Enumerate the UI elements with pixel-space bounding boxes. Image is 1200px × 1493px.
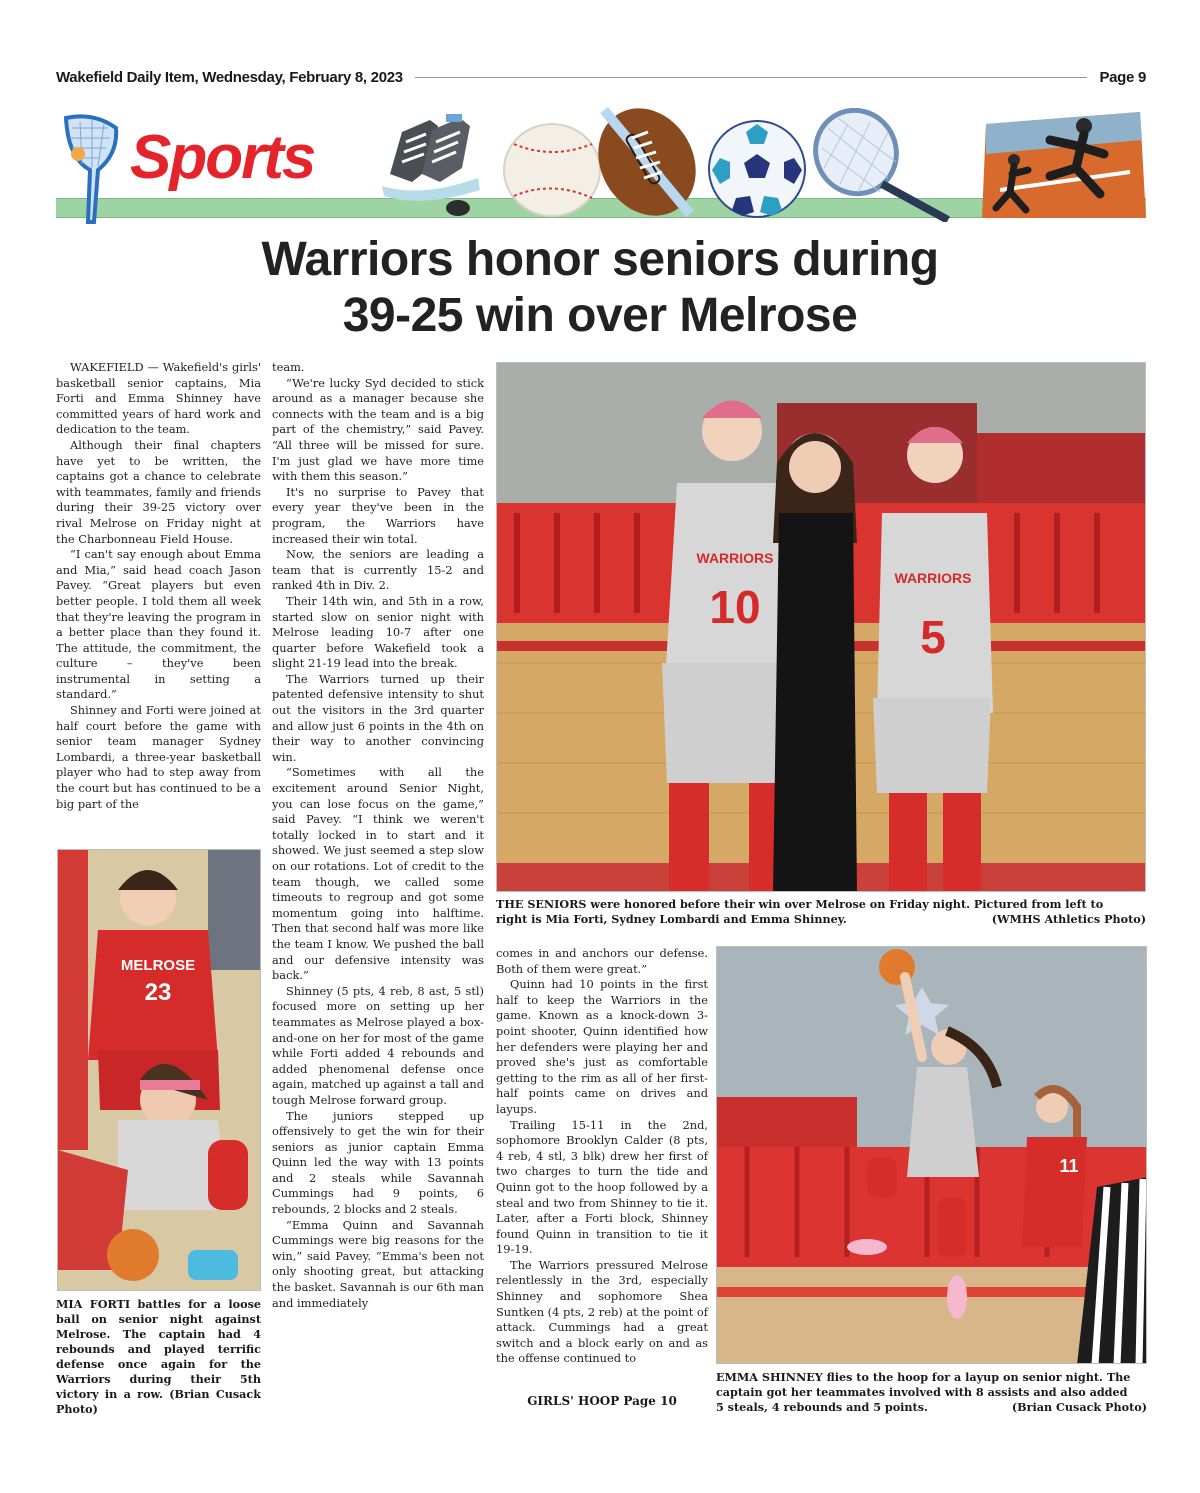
shinney-caption bbox=[716, 1370, 1147, 1415]
paragraph: “Sometimes with all the excitement around Senior Night, you can lose focus on the game,” said Pavey. “I think we weren't totally locked in to start and it showed. We just seemed a step slow on our rotations. Lot of credit to the team though, we called some timeouts to regroup and got some momentum going into halftime. Then that second half was more like the team I know. We pushed the ball and our defensive intensity was back.” bbox=[272, 765, 484, 983]
forti-caption: MIA FORTI battles for a loose ball on senior night against Melrose. The captain had 4 rebounds and played terrific defense once again for the Warriors during their 5th victory in a row. (Brian Cusack Photo) bbox=[56, 1297, 261, 1416]
shinney-caption-line-3: 5 steals, 4 rebounds and 5 points. bbox=[716, 1400, 928, 1414]
paragraph: “We're lucky Syd decided to stick around as a manager because she connects with the team and is a big part of the chemistry,” said Pavey. “All three will be missed for sure. I'm just glad we have more time with them this season.” bbox=[272, 375, 484, 484]
paragraph: Although their final chapters have yet to be written, the captains got a chance to celebrate with teammates, family and friends during their 39-25 victory over rival Melrose on Friday night at the Charbonneau Field House. bbox=[56, 437, 261, 546]
shinney-caption-line-2: captain got her teammates involved with 8 assists and also added bbox=[716, 1385, 1128, 1399]
paragraph: The juniors stepped up offensively to get the win for their seniors as junior captain Emma Quinn led the way with 13 points and 2 steals while Savannah Cummings had 9 points, 6 rebounds, 2 blocks and 2 steals. bbox=[272, 1108, 484, 1217]
jump-line[interactable]: GIRLS' HOOP Page 10 bbox=[527, 1394, 677, 1408]
paragraph: Their 14th win, and 5th in a row, started slow on senior night with Melrose leading 10-7 after one quarter before Wakefield took a slight 21-19 lead into the break. bbox=[272, 593, 484, 671]
section-title: Sports bbox=[130, 123, 315, 192]
paragraph: team. bbox=[272, 360, 305, 374]
paragraph: It's no surprise to Pavey that every year they've been in the program, the Warriors have increased their win total. bbox=[272, 484, 484, 546]
ice-skates-icon bbox=[382, 112, 492, 222]
forti-photo bbox=[57, 849, 261, 1291]
folio-rule bbox=[415, 77, 1088, 78]
seniors-caption bbox=[496, 897, 1146, 927]
page-number: Page 9 bbox=[1099, 68, 1146, 86]
paragraph: “I can't say enough about Emma and Mia,” said head coach Jason Pavey. “Great players but even better people. I told them all week that they're leaving the program in a better place than they found it. The attitude, the commitment, the culture – they've been instrumental in setting a standard.” bbox=[56, 547, 261, 702]
paragraph: The Warriors pressured Melrose relentlessly in the 3rd, especially Shinney and sophomore Shea Suntken (4 pts, 2 reb) at the point of attack. Cummings had a great switch and a block early on and as the offense continued to bbox=[496, 1257, 708, 1366]
article-column-2 bbox=[272, 360, 484, 1311]
headline-line-1: Warriors honor seniors during bbox=[261, 233, 939, 286]
baseball-icon bbox=[502, 122, 604, 218]
soccer-ball-icon bbox=[706, 118, 808, 220]
shinney-photo bbox=[716, 946, 1147, 1364]
paragraph: Shinney (5 pts, 4 reb, 8 ast, 5 stl) focused more on setting up her teammates as Melrose played a box-and-one on her for most of the game while Forti added 4 rebounds and added phenomenal defense once again, matched up against a tall and tough Melrose forward group. bbox=[272, 983, 484, 1107]
forti-opponent-jersey-number: 23 bbox=[144, 979, 172, 1006]
paragraph: “Emma Quinn and Savannah Cummings were big reasons for the win,” said Pavey. “Emma's been not only shooting great, but attacking the basket. Savannah is our 6th man and immediately bbox=[272, 1217, 484, 1310]
sports-banner bbox=[56, 104, 1146, 222]
paragraph: The Warriors turned up their patented defensive intensity to shut out the visitors in the 3rd quarter and allow just 6 points in the 4th on their way to another convincing win. bbox=[272, 671, 484, 764]
shinney-opponent-jersey-number: 11 bbox=[1059, 1156, 1079, 1176]
lacrosse-stick-icon bbox=[58, 114, 128, 224]
paragraph: WAKEFIELD — Wakefield's girls' basketball senior captains, Mia Forti and Emma Shinney have committed years of hard work and dedication to the team. bbox=[56, 360, 261, 437]
seniors-left-jersey-number: 10 bbox=[709, 581, 761, 633]
hurdler-icon bbox=[980, 110, 1146, 220]
paragraph: Shinney and Forti were joined at half court before the game with senior team manager Sydney Lombardi, a three-year basketball player who had to step away from the court but has continued to be a big part of the bbox=[56, 703, 261, 811]
publication-date: Wakefield Daily Item, Wednesday, February 8, 2023 bbox=[56, 68, 403, 86]
shinney-caption-line-1: EMMA SHINNEY flies to the hoop for a layup on senior night. The bbox=[716, 1370, 1131, 1384]
seniors-photo bbox=[496, 362, 1146, 892]
forti-opponent-jersey-text: MELROSE bbox=[120, 957, 196, 974]
paragraph: Quinn had 10 points in the first half to keep the Warriors in the game. Known as a knock-down 3-point shooter, Quinn identified how her defenders were playing her and proved she's just as comfortable getting to the rim as all of her first-half points came on drives and layups. bbox=[496, 977, 708, 1116]
shinney-photo-credit: (Brian Cusack Photo) bbox=[1011, 1400, 1147, 1414]
seniors-left-jersey-text: WARRIORS bbox=[696, 550, 774, 566]
article-column-3 bbox=[496, 946, 708, 1367]
paragraph: Trailing 15-11 in the 2nd, sophomore Brooklyn Calder (8 pts, 4 reb, 4 stl, 3 blk) drew her first of two charges to turn the tide and Quinn got to the hoop followed by a steal and two from Shinney to tie it. Later, after a Forti block, Shinney found Quinn in transition to tie it 19-19. bbox=[496, 1117, 708, 1257]
paragraph: Now, the seniors are leading a team that is currently 15-2 and ranked 4th in Div. 2. bbox=[272, 547, 484, 593]
paragraph: comes in and anchors our defense. Both of them were great.” bbox=[496, 946, 708, 976]
folio bbox=[56, 66, 1146, 88]
football-icon bbox=[592, 104, 702, 220]
headline bbox=[100, 232, 1100, 344]
seniors-caption-line-1: THE SENIORS were honored before their win over Melrose on Friday night. Pictured from left to bbox=[496, 897, 1104, 911]
seniors-right-jersey-text: WARRIORS bbox=[894, 570, 972, 586]
headline-line-2: 39-25 win over Melrose bbox=[342, 289, 858, 342]
seniors-right-jersey-number: 5 bbox=[920, 611, 946, 663]
seniors-caption-line-2: right is Mia Forti, Sydney Lombardi and Emma Shinney. bbox=[496, 912, 847, 926]
article-column-1 bbox=[56, 360, 261, 812]
tennis-racket-icon bbox=[808, 108, 958, 222]
seniors-photo-credit: (WMHS Athletics Photo) bbox=[991, 912, 1146, 926]
